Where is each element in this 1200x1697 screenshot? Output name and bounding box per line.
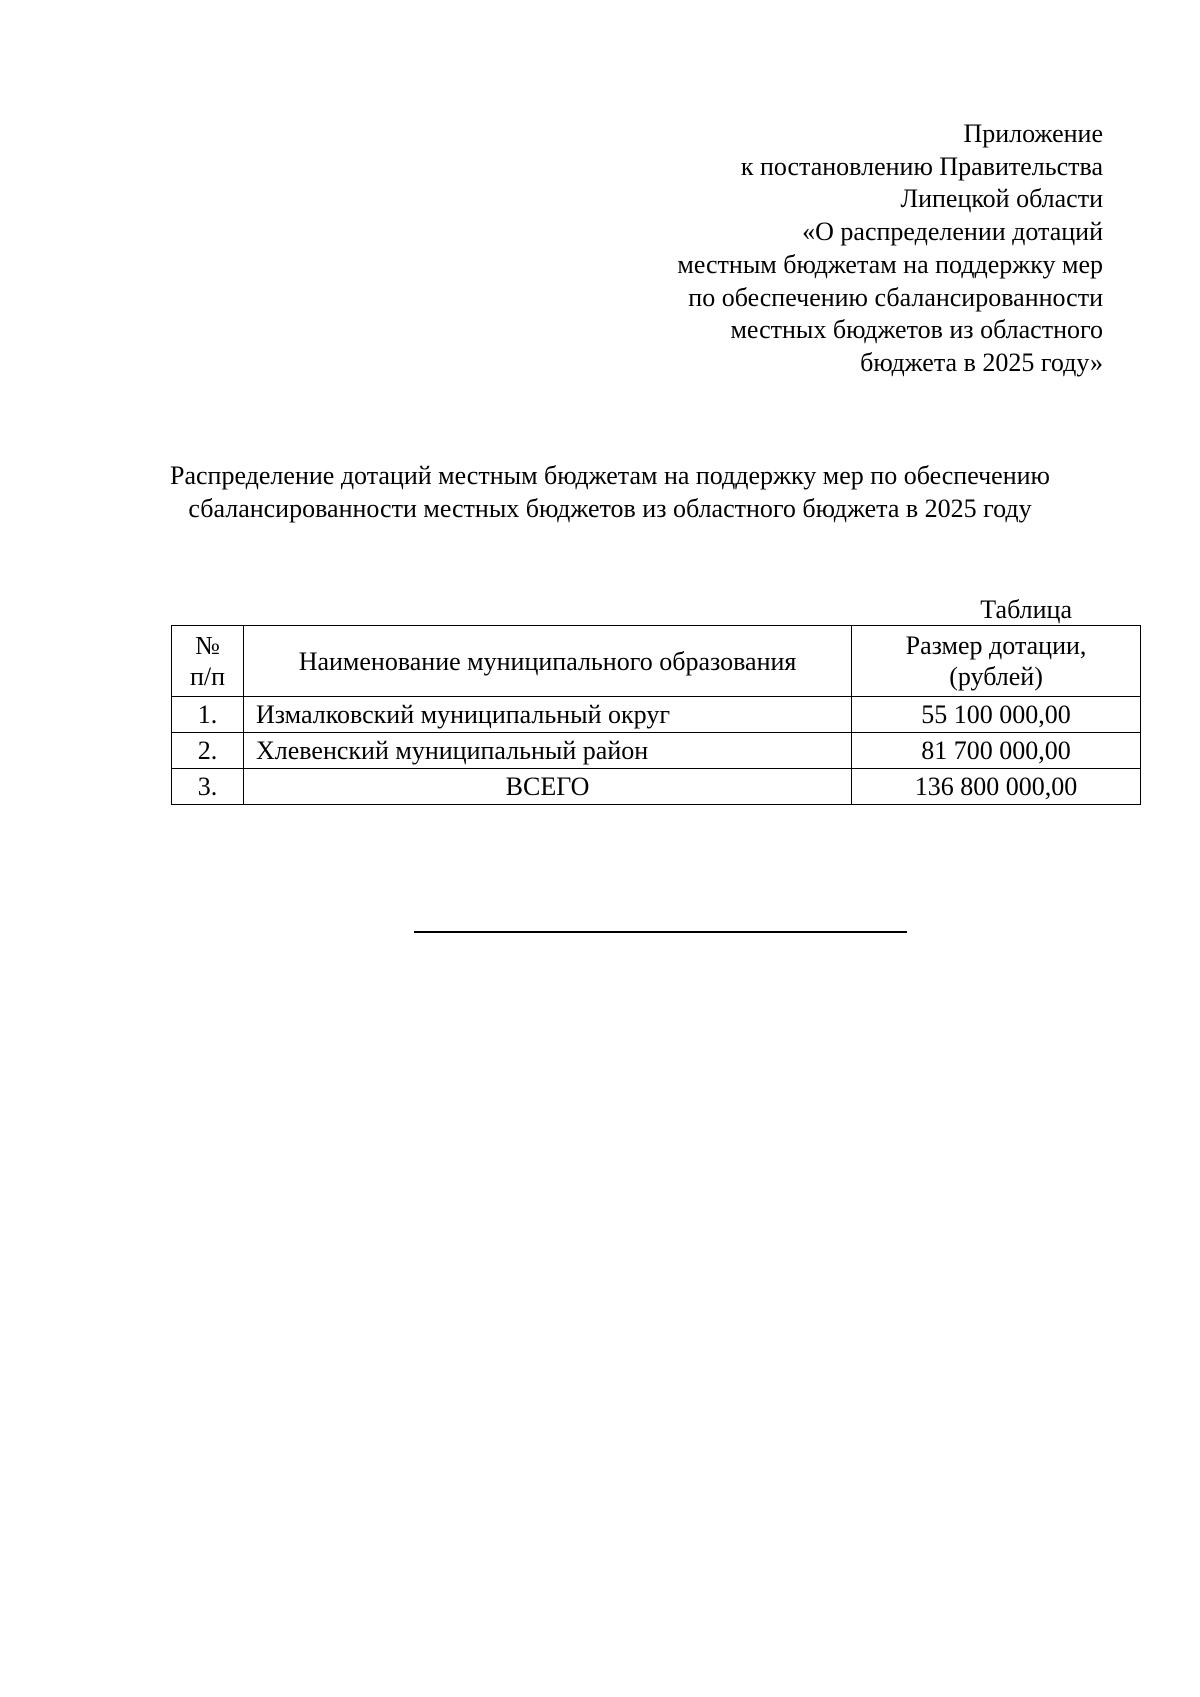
row-name-total: ВСЕГО	[244, 769, 852, 805]
document-title	[140, 459, 1080, 525]
table-header-row	[172, 626, 1141, 697]
row-number: 3.	[172, 769, 244, 805]
row-number: 2.	[172, 733, 244, 769]
title-line: Распределение дотаций местным бюджетам на поддержку мер по обеспечению	[170, 461, 1050, 490]
header-amount	[852, 626, 1141, 697]
row-name: Хлевенский муниципальный район	[244, 733, 852, 769]
row-amount: 55 100 000,00	[852, 697, 1141, 733]
annex-line: местных бюджетов из областного	[730, 315, 1103, 345]
row-amount-total: 136 800 000,00	[852, 769, 1141, 805]
header-amount-line2: (рублей)	[949, 662, 1043, 691]
annex-line: по обеспечению сбалансированности	[688, 282, 1103, 312]
annex-line: местным бюджетам на поддержку мер	[677, 249, 1103, 279]
distribution-table	[171, 625, 1141, 805]
table-row	[172, 733, 1141, 769]
row-amount: 81 700 000,00	[852, 733, 1141, 769]
header-amount-line1: Размер дотации,	[905, 631, 1087, 660]
header-number	[172, 626, 244, 697]
annex-line: Липецкой области	[900, 184, 1103, 214]
row-name: Измалковский муниципальный округ	[244, 697, 852, 733]
header-name: Наименование муниципального образования	[244, 626, 852, 697]
row-number: 1.	[172, 697, 244, 733]
title-line: сбалансированности местных бюджетов из областного бюджета в 2025 году	[188, 494, 1032, 523]
header-number-line1: №	[195, 631, 220, 660]
annex-line: «О распределении дотаций	[802, 217, 1103, 247]
table-caption: Таблица	[980, 595, 1072, 624]
annex-block	[503, 118, 1103, 380]
table-row-total	[172, 769, 1141, 805]
end-divider-line	[414, 931, 907, 933]
annex-line: к постановлению Правительства	[740, 151, 1103, 181]
annex-line: бюджета в 2025 году»	[860, 347, 1103, 377]
table-row	[172, 697, 1141, 733]
annex-line: Приложение	[963, 119, 1103, 148]
header-number-line2: п/п	[189, 662, 226, 691]
